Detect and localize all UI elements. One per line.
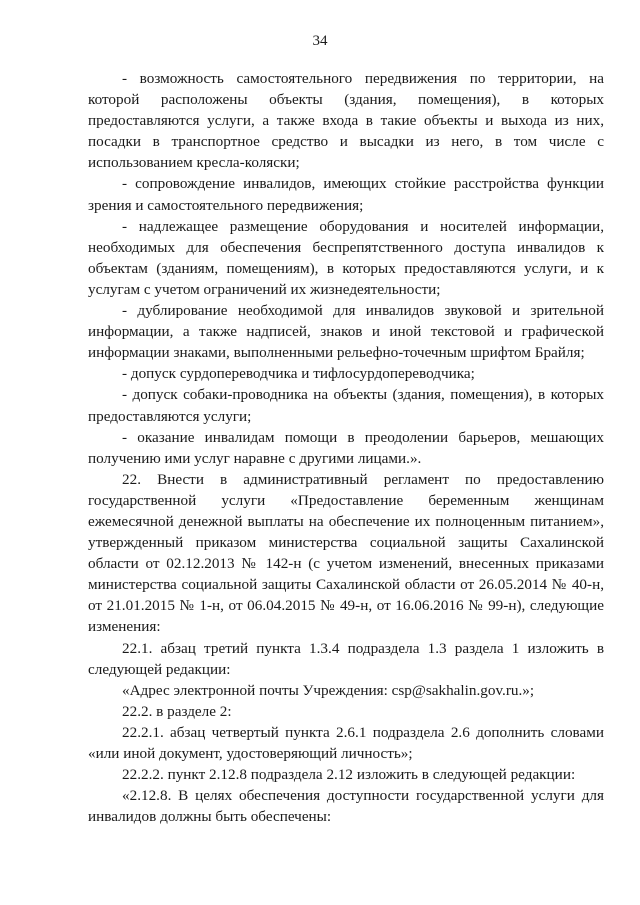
paragraph-2-12-8: «2.12.8. В целях обеспечения доступности государственной услуги для инвалидов должны быть обеспечены: xyxy=(88,787,604,826)
paragraph-braille: - дублирование необходимой для инвалидов звуковой и зрительной информации, а также надписей, знаков и иной текстовой и графической информации знаками, выполненными рельефно-точечным шрифтом Брайля; xyxy=(88,302,604,362)
paragraph-22-2-2: 22.2.2. пункт 2.12.8 подраздела 2.12 изложить в следующей редакции: xyxy=(122,766,576,784)
paragraph-sign-interpreter: - допуск сурдопереводчика и тифлосурдопереводчика; xyxy=(122,365,475,383)
paragraph-equipment: - надлежащее размещение оборудования и носителей информации, необходимых для обеспечения беспрепятственного доступа инвалидов к объектам (зданиям, помещениям), в которых предоставляются услуги, и к услугам с учетом ограничений их жизнедеятельности; xyxy=(88,217,604,298)
paragraph-22-1: 22.1. абзац третий пункта 1.3.4 подраздела 1.3 раздела 1 изложить в следующей редакции: xyxy=(88,639,604,678)
paragraph-22-2-1: 22.2.1. абзац четвертый пункта 2.6.1 подраздела 2.6 дополнить словами «или иной документ, удостоверяющий личность»; xyxy=(88,723,604,762)
page-number: 34 xyxy=(312,33,328,49)
paragraph-escort: - сопровождение инвалидов, имеющих стойкие расстройства функции зрения и самостоятельного передвижения; xyxy=(88,175,604,214)
paragraph-guide-dog: - допуск собаки-проводника на объекты (здания, помещения), в которых предоставляются услуги; xyxy=(88,386,604,425)
paragraph-22: 22. Внести в административный регламент по предоставлению государственной услуги «Предоставление беременным женщинам ежемесячной денежной выплаты на обеспечение их полноценным питанием», утвержденный приказом министерства социальной защиты Сахалинской области от 02.12.2013 № 142-н (с учетом изменений, внесенных приказами министерства социальной защиты Сахалинской области от 26.05.2014 № 40-н, от 21.01.2015 № 1-н, от 06.04.2015 № 49-н, от 16.06.2016 № 99-н), следующие изменения: xyxy=(88,470,604,636)
document-body xyxy=(88,68,604,827)
paragraph-22-2: 22.2. в разделе 2: xyxy=(122,702,232,720)
paragraph-assistance: - оказание инвалидам помощи в преодолении барьеров, мешающих получению ими услуг наравне с другими лицами.». xyxy=(88,428,604,467)
paragraph-movement: - возможность самостоятельного передвижения по территории, на которой расположены объекты (здания, помещения), в которых предоставляются услуги, а также входа в такие объекты и выхода из них, посадки в транспортное средство и высадки из него, в том числе с использованием кресла-коляски; xyxy=(88,70,604,172)
paragraph-email: «Адрес электронной почты Учреждения: csp@sakhalin.gov.ru.»; xyxy=(122,681,535,699)
